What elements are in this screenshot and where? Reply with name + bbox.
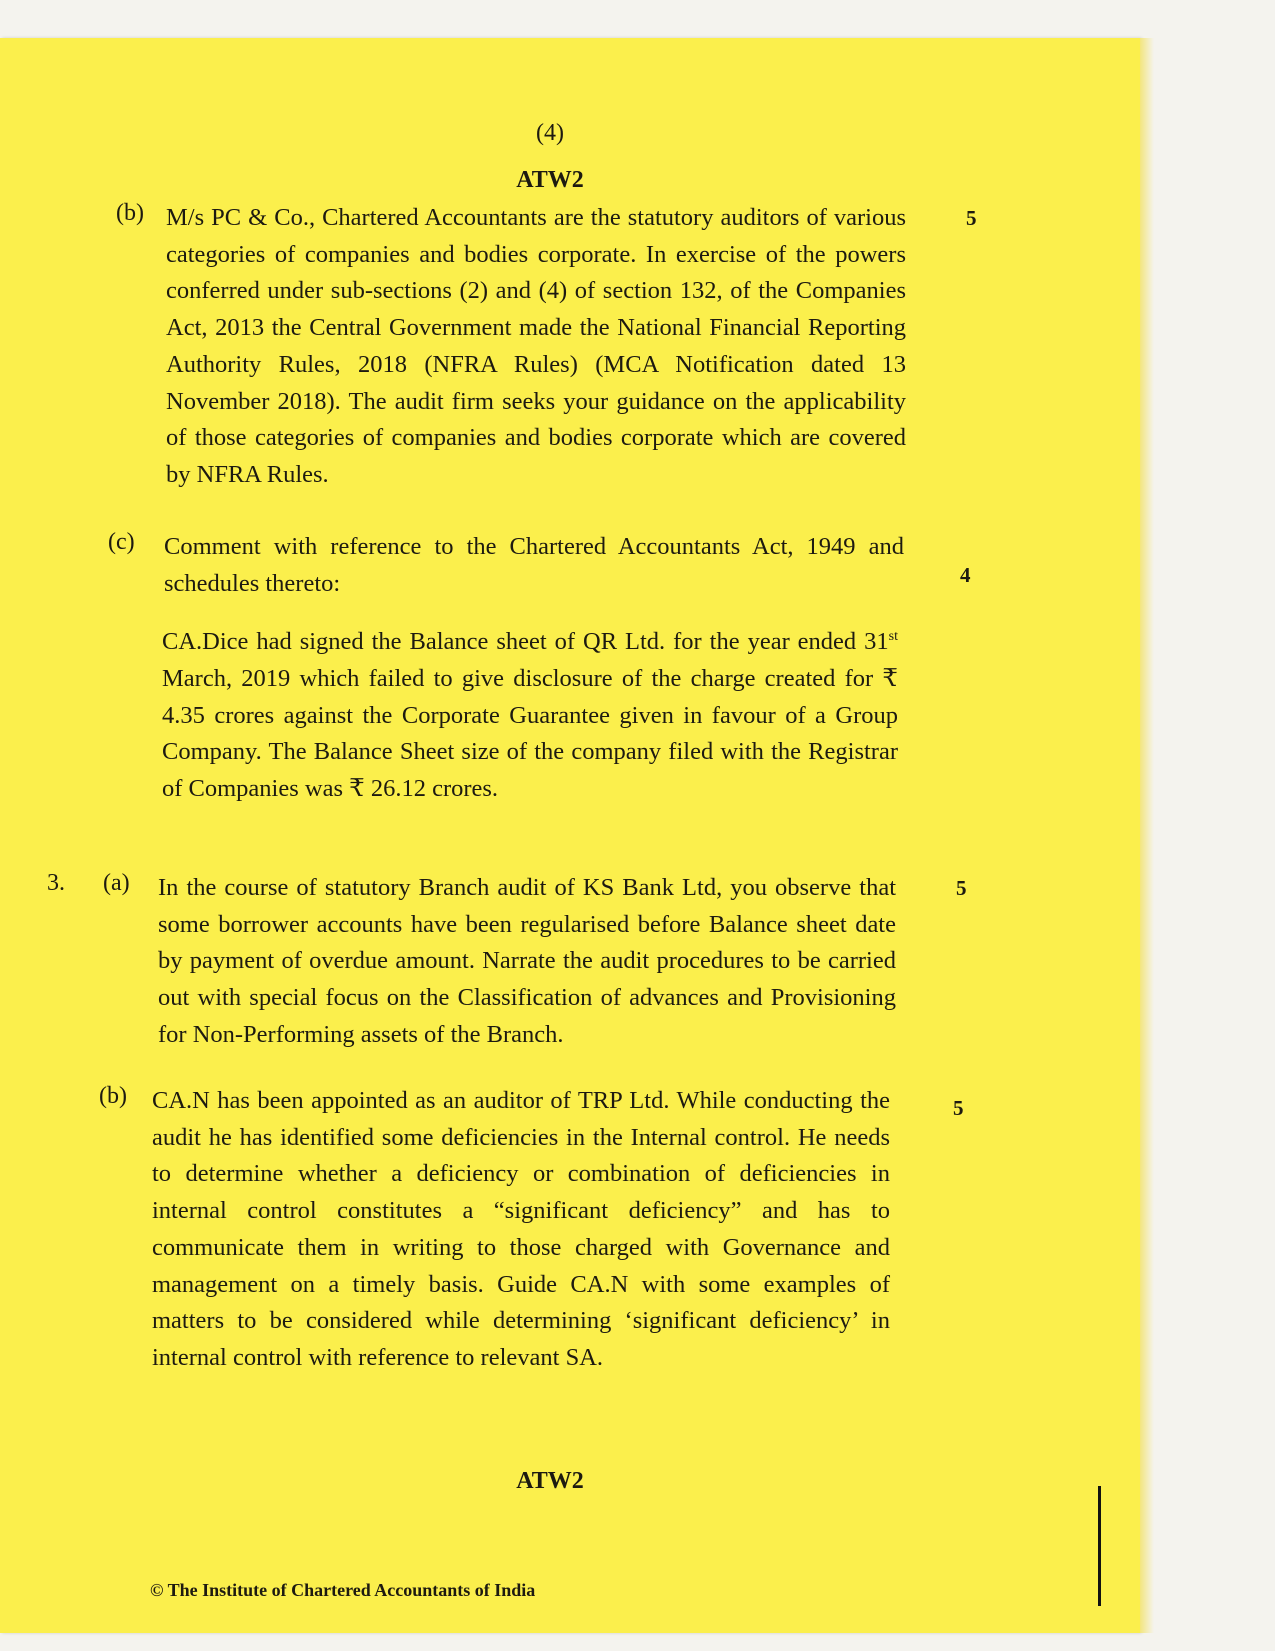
q2c-marks: 4 — [960, 563, 971, 587]
q2b-label: (b) — [116, 200, 144, 226]
q3b-text: CA.N has been appointed as an auditor of TRP Ltd. While conducting the audit he has identified some deficiencies in the Internal control. He needs to determine whether a deficiency or combination of deficiencies in internal control constitutes a “significant deficiency” and has to communicate them in writing to those charged with Governance and management on a timely basis. Guide CA.N with some examples of matters to be considered while determining ‘significant deficiency’ in internal control with reference to relevant SA. — [152, 1087, 890, 1371]
q3a-label: (a) — [103, 870, 130, 896]
q3a-marks: 5 — [956, 876, 967, 900]
footer-copyright: © The Institute of Chartered Accountants of India — [150, 1580, 536, 1600]
q3-number: 3. — [47, 870, 65, 896]
paper-code-top: ATW2 — [516, 167, 584, 193]
q2c-case — [162, 619, 898, 808]
question-paper-page — [0, 38, 1140, 1633]
q2c-intro: Comment with reference to the Chartered Accountants Act, 1949 and schedules thereto: — [164, 533, 904, 597]
q3a-text: In the course of statutory Branch audit of KS Bank Ltd, you observe that some borrower accounts have been regularised before Balance sheet date by payment of overdue amount. Narrate the audit procedures to be carried out with special focus on the Classification of advances and Provisioning for Non-Performing assets of the Branch. — [158, 874, 896, 1048]
q2c-case-start: CA.Dice had signed the Balance sheet of QR Ltd. for the year ended 31 — [162, 628, 889, 656]
page-number: (4) — [536, 120, 564, 146]
q2b-marks: 5 — [966, 206, 977, 230]
q3b-label: (b) — [99, 1083, 127, 1109]
q2b-text: M/s PC & Co., Chartered Accountants are the statutory auditors of various categories of companies and bodies corporate. In exercise of the powers conferred under sub-sections (2) and (4) of section 132, of the Companies Act, 2013 the Central Government made the National Financial Reporting Authority Rules, 2018 (NFRA Rules) (MCA Notification dated 13 November 2018). The audit firm seeks your guidance on the applicability of those categories of companies and bodies corporate which are covered by NFRA Rules. — [166, 204, 906, 488]
q2c-case-rest: March, 2019 which failed to give disclosure of the charge created for ₹ 4.35 crores against the Corporate Guarantee given in favour of a Group Company. The Balance Sheet size of the company filed with the Registrar of Companies was ₹ 26.12 crores. — [162, 664, 898, 802]
q2c-label: (c) — [108, 529, 135, 555]
margin-line — [1098, 1486, 1101, 1606]
q2c-case-superscript: st — [888, 629, 898, 644]
paper-code-bottom: ATW2 — [516, 1468, 584, 1494]
q3b-marks: 5 — [953, 1096, 964, 1120]
